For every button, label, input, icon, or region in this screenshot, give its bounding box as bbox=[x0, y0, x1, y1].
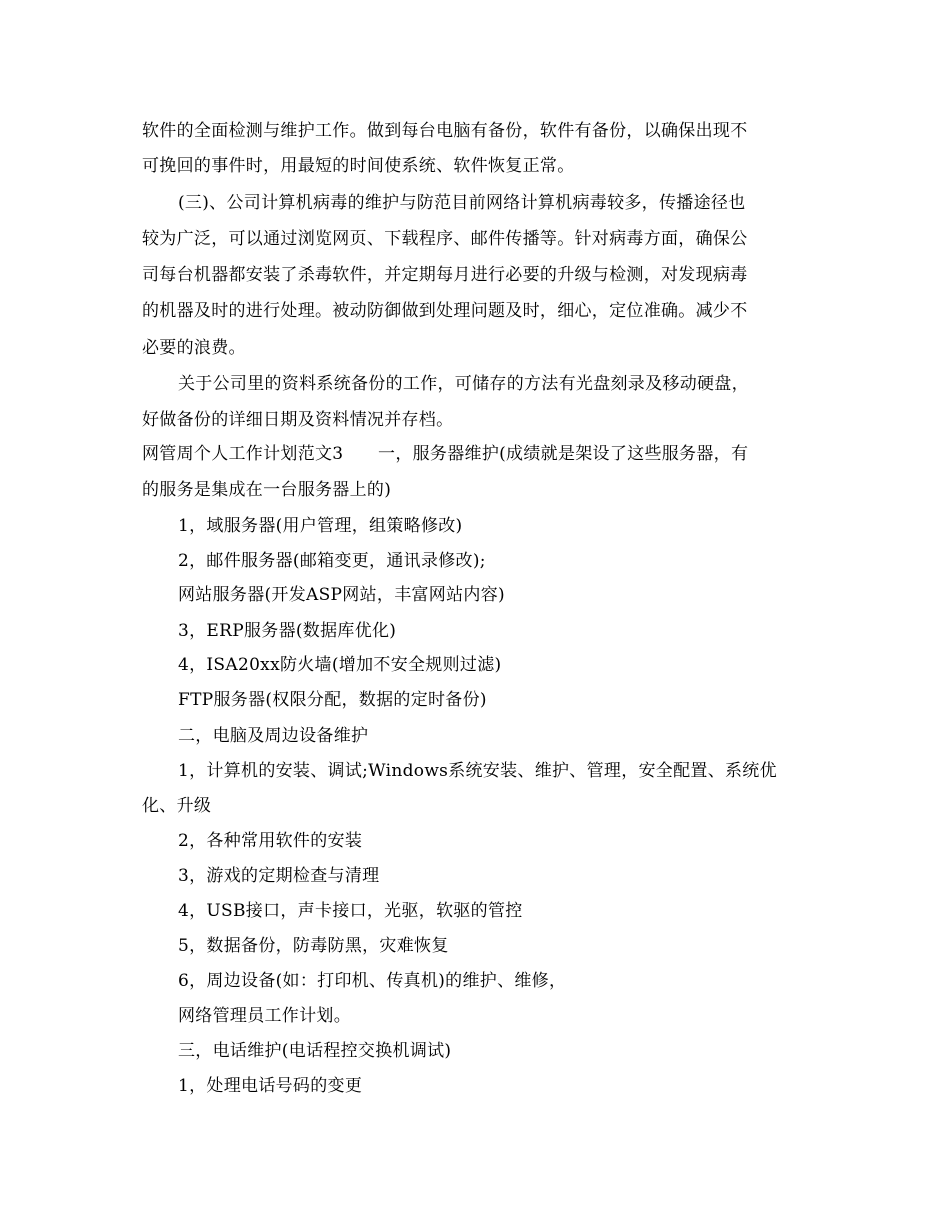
list-item: 网站服务器(开发ASP网站，丰富网站内容) bbox=[178, 585, 505, 605]
list-item: 3，游戏的定期检查与清理 bbox=[178, 866, 380, 886]
list-item: 1，处理电话号码的变更 bbox=[178, 1076, 363, 1096]
list-item: 4，USB接口，声卡接口，光驱，软驱的管控 bbox=[178, 901, 523, 921]
list-item: 2，邮件服务器(邮箱变更，通讯录修改); bbox=[178, 551, 486, 571]
section-heading: 二，电脑及周边设备维护 bbox=[178, 726, 369, 746]
text-line: 的服务是集成在一台服务器上的) bbox=[142, 480, 392, 500]
text-line: 司每台机器都安装了杀毒软件，并定期每月进行必要的升级与检测，对发现病毒 bbox=[142, 265, 748, 285]
list-item: 5，数据备份，防毒防黑，灾难恢复 bbox=[178, 936, 449, 956]
text-line: 关于公司里的资料系统备份的工作，可储存的方法有光盘刻录及移动硬盘， bbox=[178, 374, 749, 394]
list-item: 4，ISA20xx防火墙(增加不安全规则过滤) bbox=[178, 655, 502, 675]
list-item: 1，域服务器(用户管理，组策略修改) bbox=[178, 516, 463, 536]
text-line: (三)、公司计算机病毒的维护与防范目前网络计算机病毒较多，传播途径也 bbox=[178, 193, 746, 213]
section-heading: 三，电话维护(电话程控交换机调试) bbox=[178, 1041, 452, 1061]
text-line: 化、升级 bbox=[142, 796, 212, 816]
list-item: 1，计算机的安装、调试;Windows系统安装、维护、管理，安全配置、系统优 bbox=[178, 761, 777, 781]
list-item: FTP服务器(权限分配，数据的定时备份) bbox=[178, 690, 487, 710]
list-item: 2，各种常用软件的安装 bbox=[178, 831, 363, 851]
text-line: 网络管理员工作计划。 bbox=[178, 1006, 351, 1026]
text-line: 好做备份的详细日期及资料情况并存档。 bbox=[142, 410, 454, 430]
section-heading: 网管周个人工作计划范文3 一，服务器维护(成绩就是架设了这些服务器，有 bbox=[142, 444, 749, 464]
text-line: 软件的全面检测与维护工作。做到每台电脑有备份，软件有备份，以确保出现不 bbox=[142, 121, 748, 141]
text-line: 较为广泛，可以通过浏览网页、下载程序、邮件传播等。针对病毒方面，确保公 bbox=[142, 229, 748, 249]
list-item: 6，周边设备(如：打印机、传真机)的维护、维修， bbox=[178, 971, 567, 991]
text-line: 可挽回的事件时，用最短的时间使系统、软件恢复正常。 bbox=[142, 156, 575, 176]
text-line: 必要的浪费。 bbox=[142, 338, 246, 358]
list-item: 3，ERP服务器(数据库优化) bbox=[178, 621, 397, 641]
text-line: 的机器及时的进行处理。被动防御做到处理问题及时，细心，定位准确。减少不 bbox=[142, 301, 748, 321]
